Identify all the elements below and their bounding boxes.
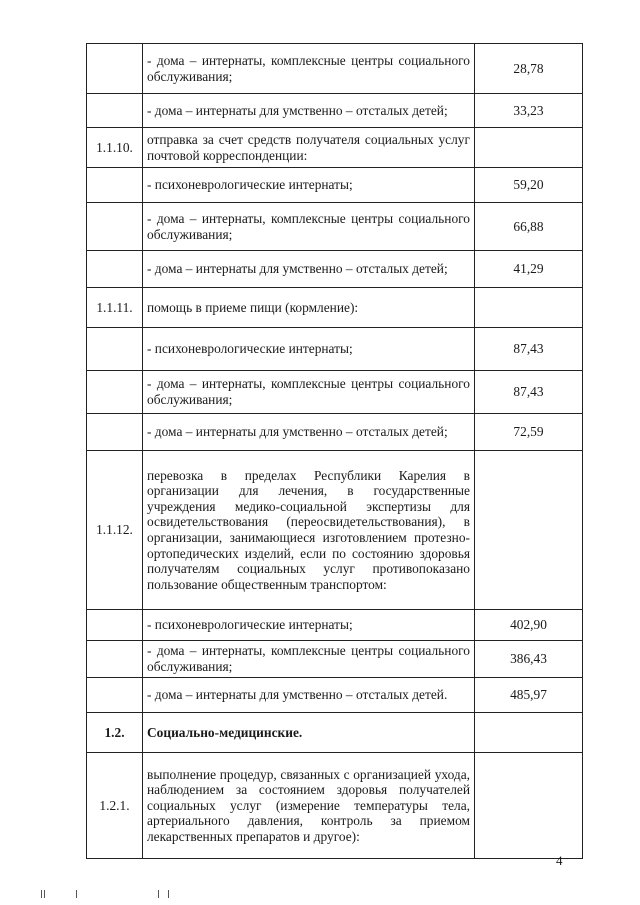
value-cell: 59,20 xyxy=(475,168,583,203)
table-body xyxy=(87,44,583,859)
value-cell: 66,88 xyxy=(475,203,583,251)
value-cell xyxy=(475,753,583,859)
row-number-cell xyxy=(87,251,143,288)
row-number-cell xyxy=(87,94,143,128)
scan-mark xyxy=(44,890,45,898)
value-cell: 402,90 xyxy=(475,610,583,641)
row-number-cell xyxy=(87,414,143,451)
description-cell: перевозка в пределах Республики Карелия в организации для лечения, в государственные учреждения медико-социальной экспертизы для освидетельствования (переосвидетельствования), в организации, занимающиеся изготовлением протезно-ортопедических изделий, если по состоянию здоровья получателям социальных услуг противопоказано пользование общественным транспортом: xyxy=(143,451,475,610)
value-cell xyxy=(475,713,583,753)
value-cell: 72,59 xyxy=(475,414,583,451)
row-number-cell xyxy=(87,371,143,414)
description-cell: - дома – интернаты для умственно – отсталых детей. xyxy=(143,678,475,713)
table-row xyxy=(87,678,583,713)
table-row xyxy=(87,168,583,203)
table-row xyxy=(87,203,583,251)
value-cell xyxy=(475,128,583,168)
row-number-cell xyxy=(87,44,143,94)
value-cell: 386,43 xyxy=(475,641,583,678)
row-number-cell xyxy=(87,203,143,251)
row-number-cell: 1.2.1. xyxy=(87,753,143,859)
table-row xyxy=(87,328,583,371)
table-row xyxy=(87,610,583,641)
row-number-cell xyxy=(87,168,143,203)
table-row xyxy=(87,94,583,128)
description-cell: - дома – интернаты для умственно – отсталых детей; xyxy=(143,94,475,128)
table-row xyxy=(87,641,583,678)
row-number-cell: 1.1.12. xyxy=(87,451,143,610)
value-cell: 87,43 xyxy=(475,328,583,371)
row-number-cell xyxy=(87,678,143,713)
description-cell: отправка за счет средств получателя социальных услуг почтовой корреспонденции: xyxy=(143,128,475,168)
row-number-cell: 1.2. xyxy=(87,713,143,753)
scan-mark xyxy=(158,890,159,898)
scan-mark xyxy=(76,890,77,898)
description-cell: - дома – интернаты, комплексные центры социального обслуживания; xyxy=(143,203,475,251)
value-cell: 41,29 xyxy=(475,251,583,288)
scan-mark xyxy=(168,890,169,898)
value-cell: 87,43 xyxy=(475,371,583,414)
table-row xyxy=(87,451,583,610)
description-cell: - дома – интернаты, комплексные центры социального обслуживания; xyxy=(143,371,475,414)
description-cell: - дома – интернаты для умственно – отсталых детей; xyxy=(143,251,475,288)
row-number-cell: 1.1.10. xyxy=(87,128,143,168)
page-number: 4 xyxy=(556,853,563,868)
tariff-table xyxy=(86,43,583,859)
value-cell: 33,23 xyxy=(475,94,583,128)
table-row xyxy=(87,414,583,451)
table-row xyxy=(87,288,583,328)
row-number-cell xyxy=(87,328,143,371)
table-row xyxy=(87,371,583,414)
description-cell: - дома – интернаты для умственно – отсталых детей; xyxy=(143,414,475,451)
value-cell: 28,78 xyxy=(475,44,583,94)
table-row xyxy=(87,251,583,288)
description-cell: - дома – интернаты, комплексные центры социального обслуживания; xyxy=(143,44,475,94)
row-number-cell xyxy=(87,641,143,678)
description-cell: помощь в приеме пищи (кормление): xyxy=(143,288,475,328)
description-cell: - дома – интернаты, комплексные центры социального обслуживания; xyxy=(143,641,475,678)
description-cell: - психоневрологические интернаты; xyxy=(143,610,475,641)
row-number-cell: 1.1.11. xyxy=(87,288,143,328)
description-cell: - психоневрологические интернаты; xyxy=(143,328,475,371)
value-cell: 485,97 xyxy=(475,678,583,713)
row-number-cell xyxy=(87,610,143,641)
value-cell xyxy=(475,451,583,610)
value-cell xyxy=(475,288,583,328)
table-row xyxy=(87,753,583,859)
description-cell: Социально-медицинские. xyxy=(143,713,475,753)
table-row xyxy=(87,44,583,94)
table-row xyxy=(87,128,583,168)
description-cell: - психоневрологические интернаты; xyxy=(143,168,475,203)
description-cell: выполнение процедур, связанных с организацией ухода, наблюдением за состоянием здоровья получателей социальных услуг (измерение температуры тела, артериального давления, контроль за приемом лекарственных препаратов и другое): xyxy=(143,753,475,859)
scan-mark xyxy=(41,890,42,898)
table-row xyxy=(87,713,583,753)
